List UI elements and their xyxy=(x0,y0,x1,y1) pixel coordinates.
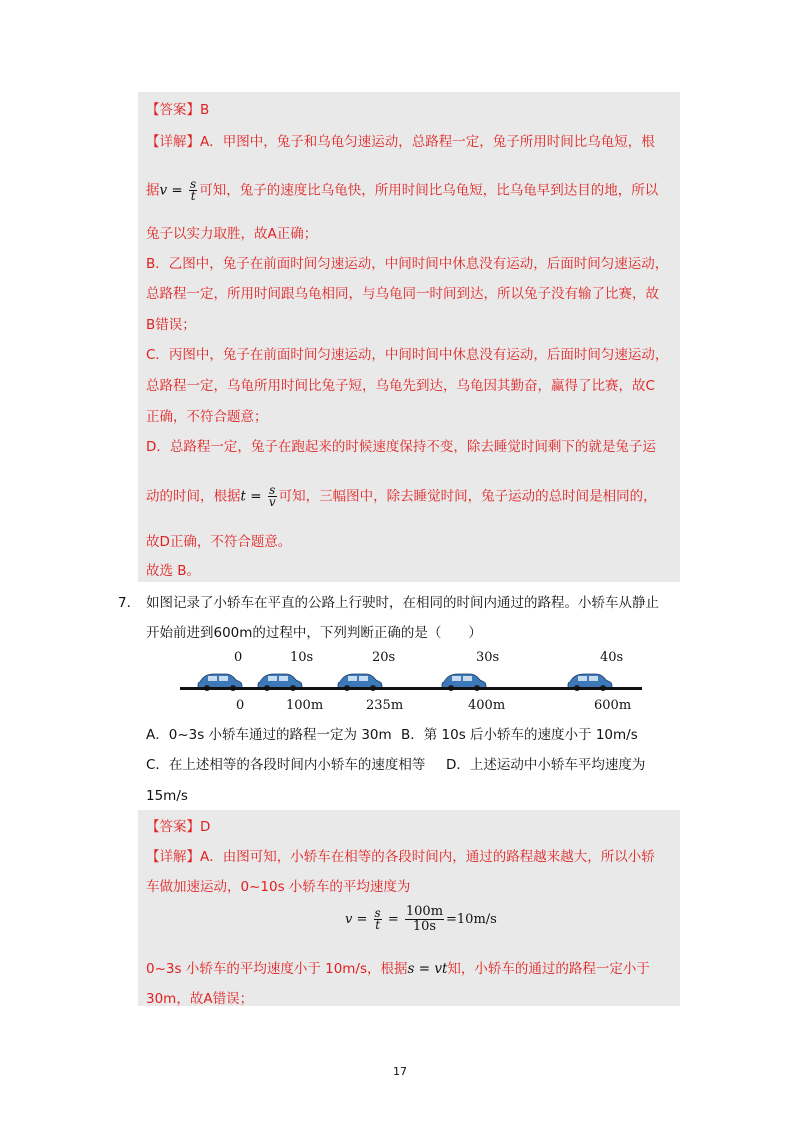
detail-c-line-3: 正确，不符合题意； xyxy=(146,409,268,425)
formula-s-vt: s = vt xyxy=(407,961,448,977)
option-c: C．在上述相等的各段时间内小轿车的速度相等 xyxy=(146,757,426,773)
detail2-line-3 xyxy=(146,960,650,978)
answer-line-1: 【答案】B xyxy=(146,102,210,118)
question-stem-line-1: 如图记录了小轿车在平直的公路上行驶时，在相同的时间内通过的路程。小轿车从静止 xyxy=(146,595,659,611)
fraction-denominator: t xyxy=(190,189,196,203)
time-label-0: 0 xyxy=(234,650,243,665)
detail-b-line-2: 总路程一定，所用时间跟乌龟相同，与乌龟同一时间到达，所以兔子没有输了比赛，故 xyxy=(146,286,659,302)
detail-a-line-2 xyxy=(146,179,658,202)
detail-a-post: 可知，兔子的速度比乌龟快，所用时间比乌龟短，比乌龟早到达目的地，所以 xyxy=(199,182,659,199)
time-label-20s: 20s xyxy=(372,650,396,665)
detail2-line-3-post: 知，小轿车的通过的路程一定小于 xyxy=(447,961,650,977)
fraction-denominator: t xyxy=(375,918,381,932)
detail-d-line-3: 故D正确，不符合题意。 xyxy=(146,534,292,550)
formula-eq: = xyxy=(383,912,403,927)
detail2-line-4: 30m，故A错误； xyxy=(146,991,254,1007)
fraction-denominator: v xyxy=(268,495,276,509)
detail-a-pre: 据 xyxy=(146,182,160,199)
option-a: A．0~3s 小轿车通过的路程一定为 30m xyxy=(146,727,392,743)
detail-c-line-2: 总路程一定，乌龟所用时间比兔子短，乌龟先到达，乌龟因其勤奋，赢得了比赛，故C xyxy=(146,378,655,394)
fraction-numerator: s xyxy=(269,483,276,497)
option-d: D．上述运动中小轿车平均速度为 xyxy=(446,757,646,773)
answer-line-2: 【答案】D xyxy=(146,819,211,835)
detail-d-post: 可知，三幅图中，除去睡觉时间，兔子运动的总时间是相同的， xyxy=(278,488,657,505)
option-b: B．第 10s 后小轿车的速度小于 10m/s xyxy=(401,727,638,743)
car-road-figure xyxy=(170,648,650,720)
formula-v: v xyxy=(345,912,353,927)
answer-block-1 xyxy=(138,92,680,582)
formula-t: t xyxy=(240,488,246,505)
detail-b-line-1: B．乙图中，兔子在前面时间匀速运动，中间时间中休息没有运动，后面时间匀速运动， xyxy=(146,256,669,272)
option-d-continued: 15m/s xyxy=(146,788,188,804)
fraction-numerator: 100m xyxy=(405,904,444,919)
detail-d-line-1: D．总路程一定，兔子在跑起来的时候速度保持不变，除去睡觉时间剩下的就是兔子运 xyxy=(146,439,656,455)
formula-eq: = xyxy=(352,912,372,927)
detail2-line-1: 【详解】A．由图可知，小轿车在相等的各段时间内，通过的路程越来越大，所以小轿 xyxy=(146,849,655,865)
formula-eq: = xyxy=(245,488,266,505)
formula-eq: = xyxy=(167,182,188,199)
distance-label-100m: 100m xyxy=(286,698,324,713)
detail-c-line-1: C．丙图中，兔子在前面时间匀速运动，中间时间中休息没有运动，后面时间匀速运动， xyxy=(146,347,669,363)
formula-fraction xyxy=(374,908,382,931)
road-line xyxy=(180,687,642,690)
distance-label-235m: 235m xyxy=(366,698,404,713)
page-number: 17 xyxy=(393,1065,407,1078)
question-number: 7． xyxy=(118,595,141,611)
time-label-30s: 30s xyxy=(476,650,500,665)
fraction-numerator: s xyxy=(190,177,197,191)
distance-label-400m: 400m xyxy=(468,698,506,713)
average-speed-formula xyxy=(345,905,497,941)
question-stem-line-2: 开始前进到600m的过程中，下列判断正确的是（ ） xyxy=(146,625,482,641)
conclusion-line: 故选 B。 xyxy=(146,563,201,579)
distance-label-0: 0 xyxy=(236,698,245,713)
detail-d-pre: 动的时间，根据 xyxy=(146,488,241,505)
distance-label-600m: 600m xyxy=(594,698,632,713)
fraction-numerator: s xyxy=(374,906,381,920)
formula-result: =10m/s xyxy=(446,912,497,927)
time-label-10s: 10s xyxy=(290,650,314,665)
detail-a-line-1: 【详解】A．甲图中，兔子和乌龟匀速运动，总路程一定，兔子所用时间比乌龟短，根 xyxy=(146,134,655,150)
fraction-denominator: 10s xyxy=(412,919,437,934)
formula-fraction xyxy=(189,179,197,202)
detail2-line-2: 车做加速运动，0~10s 小轿车的平均速度为 xyxy=(146,879,411,895)
detail-d-line-2 xyxy=(146,485,657,508)
detail2-line-3-pre: 0~3s 小轿车的平均速度小于 10m/s，根据 xyxy=(146,961,408,977)
detail-b-line-3: B错误； xyxy=(146,317,196,333)
formula-v: v xyxy=(159,182,168,199)
time-label-40s: 40s xyxy=(600,650,624,665)
formula-fraction xyxy=(268,485,277,508)
detail-a-line-3: 兔子以实力取胜，故A正确； xyxy=(146,226,318,242)
formula-fraction-values xyxy=(405,905,444,934)
